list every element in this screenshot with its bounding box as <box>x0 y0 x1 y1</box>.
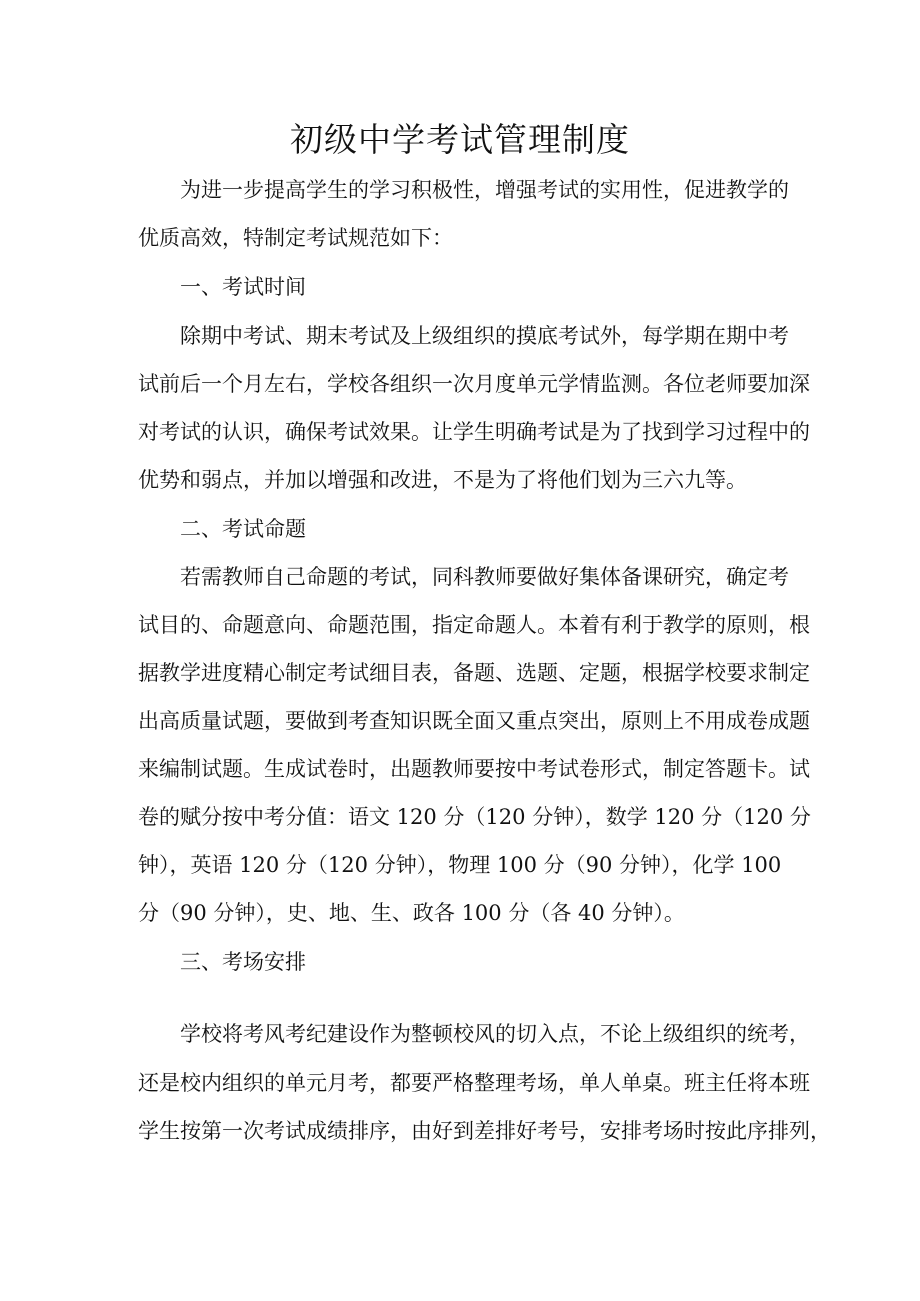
paragraph-exam-room-line-1: 学校将考风考纪建设作为整顿校风的切入点，不论上级组织的统考， <box>180 1022 810 1046</box>
section-heading-exam-questions: 二、考试命题 <box>180 517 306 541</box>
paragraph-exam-questions-line-6: 卷的赋分按中考分值：语文 120 分（120 分钟），数学 120 分（120 分 <box>138 805 811 829</box>
paragraph-exam-room-line-3: 学生按第一次考试成绩排序，由好到差排好考号，安排考场时按此序排列， <box>138 1119 831 1143</box>
paragraph-exam-time-line-3: 对考试的认识，确保考试效果。让学生明确考试是为了找到学习过程中的 <box>138 420 810 444</box>
paragraph-intro-line-2: 优质高效，特制定考试规范如下： <box>138 226 453 250</box>
paragraph-exam-questions-line-5: 来编制试题。生成试卷时，出题教师要按中考试卷形式，制定答题卡。试 <box>138 757 810 781</box>
document-title: 初级中学考试管理制度 <box>290 120 630 159</box>
paragraph-exam-time-line-1: 除期中考试、期末考试及上级组织的摸底考试外，每学期在期中考 <box>180 324 789 348</box>
section-heading-exam-room: 三、考场安排 <box>180 950 306 974</box>
paragraph-exam-questions-line-8: 分（90 分钟），史、地、生、政各 100 分（各 40 分钟）。 <box>138 901 685 925</box>
paragraph-exam-questions-line-1: 若需教师自己命题的考试，同科教师要做好集体备课研究，确定考 <box>180 565 789 589</box>
paragraph-exam-questions-line-7: 钟），英语 120 分（120 分钟），物理 100 分（90 分钟），化学 100 <box>138 853 782 877</box>
paragraph-exam-questions-line-3: 据教学进度精心制定考试细目表，备题、选题、定题，根据学校要求制定 <box>138 661 810 685</box>
section-heading-exam-time: 一、考试时间 <box>180 275 306 299</box>
paragraph-exam-questions-line-4: 出高质量试题，要做到考查知识既全面又重点突出，原则上不用成卷成题 <box>138 709 810 733</box>
paragraph-exam-questions-line-2: 试目的、命题意向、命题范围，指定命题人。本着有利于教学的原则，根 <box>138 613 810 637</box>
paragraph-exam-time-line-2: 试前后一个月左右，学校各组织一次月度单元学情监测。各位老师要加深 <box>138 372 810 396</box>
paragraph-exam-time-line-4: 优势和弱点，并加以增强和改进，不是为了将他们划为三六九等。 <box>138 468 747 492</box>
paragraph-exam-room-line-2: 还是校内组织的单元月考，都要严格整理考场，单人单桌。班主任将本班 <box>138 1071 810 1095</box>
paragraph-intro-line-1: 为进一步提高学生的学习积极性，增强考试的实用性，促进教学的 <box>180 178 789 202</box>
